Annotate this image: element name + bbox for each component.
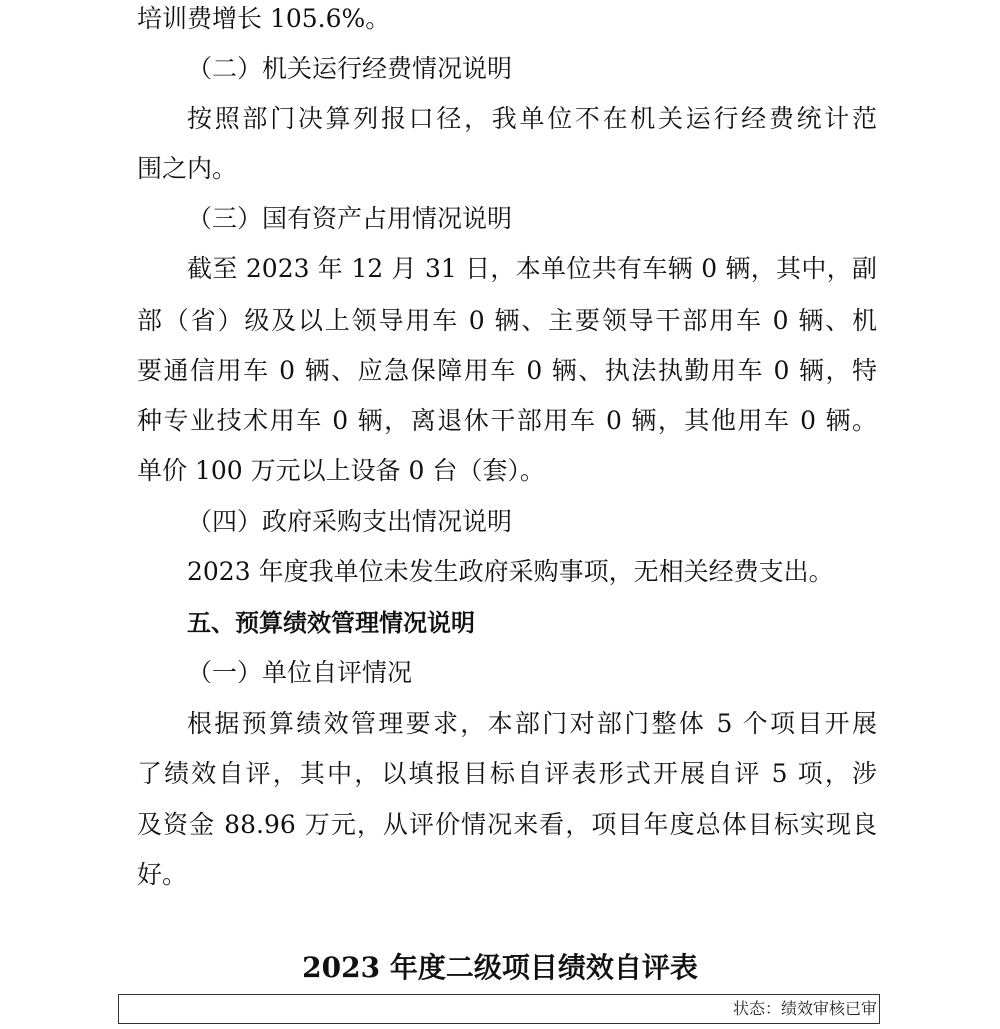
paragraph-line: 要通信用车 0 辆、应急保障用车 0 辆、执法执勤用车 0 辆，特 bbox=[137, 356, 877, 385]
paragraph-line: 部（省）级及以上领导用车 0 辆、主要领导干部用车 0 辆、机 bbox=[137, 306, 877, 335]
paragraph-line: 好。 bbox=[137, 860, 188, 889]
section-heading-performance-management: 五、预算绩效管理情况说明 bbox=[187, 609, 475, 637]
table-title: 2023 年度二级项目绩效自评表 bbox=[302, 951, 698, 984]
paragraph-line: 培训费增长 105.6%。 bbox=[137, 4, 391, 33]
paragraph-line: 按照部门决算列报口径，我单位不在机关运行经费统计范 bbox=[187, 104, 877, 133]
paragraph-line: 围之内。 bbox=[137, 154, 238, 183]
section-heading-state-assets: （三）国有资产占用情况说明 bbox=[187, 204, 513, 233]
section-heading-procurement: （四）政府采购支出情况说明 bbox=[187, 507, 513, 536]
paragraph-line: 种专业技术用车 0 辆，离退休干部用车 0 辆，其他用车 0 辆。 bbox=[137, 406, 877, 435]
paragraph-line: 了绩效自评，其中，以填报目标自评表形式开展自评 5 项，涉 bbox=[137, 759, 877, 788]
paragraph-line: 2023 年度我单位未发生政府采购事项，无相关经费支出。 bbox=[187, 557, 834, 586]
section-heading-self-evaluation: （一）单位自评情况 bbox=[187, 658, 413, 687]
paragraph-line: 根据预算绩效管理要求，本部门对部门整体 5 个项目开展 bbox=[187, 709, 877, 738]
status-label: 状态：绩效审核已审 bbox=[732, 999, 877, 1018]
paragraph-line: 单价 100 万元以上设备 0 台（套）。 bbox=[137, 456, 545, 485]
paragraph-line: 及资金 88.96 万元，从评价情况来看，项目年度总体目标实现良 bbox=[137, 810, 877, 839]
status-row bbox=[118, 994, 880, 1024]
paragraph-line: 截至 2023 年 12 月 31 日，本单位共有车辆 0 辆，其中，副 bbox=[187, 254, 877, 283]
section-heading-operating-funds: （二）机关运行经费情况说明 bbox=[187, 54, 513, 83]
